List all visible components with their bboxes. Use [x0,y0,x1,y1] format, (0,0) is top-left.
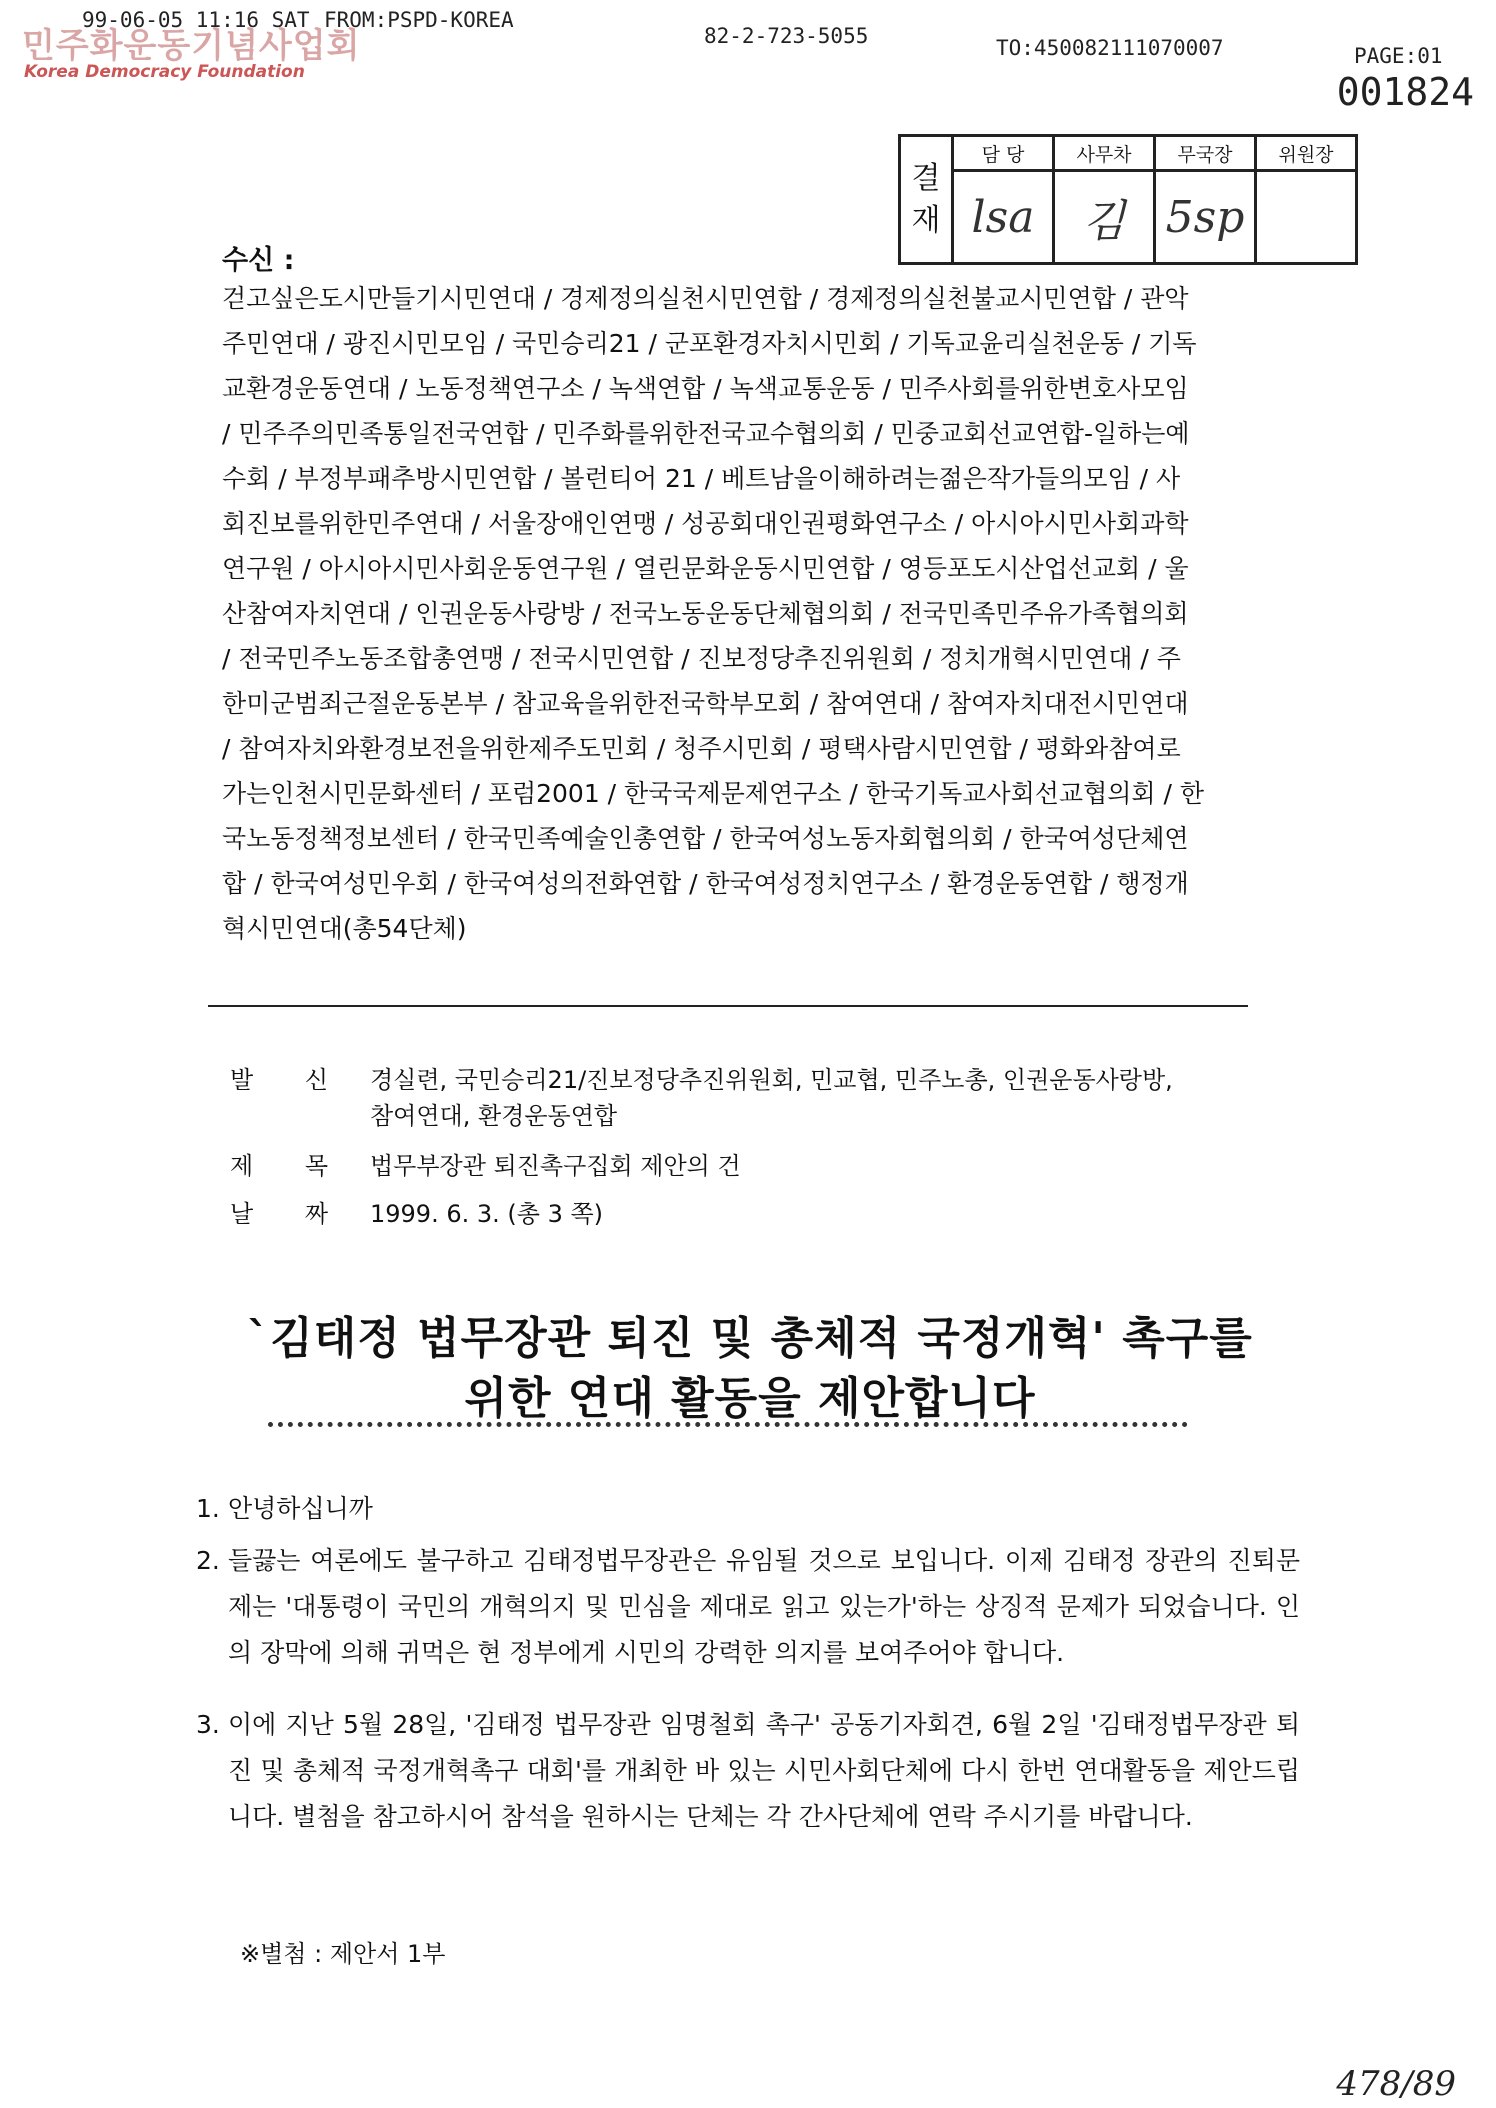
fax-to: TO:450082111070007 [996,36,1224,60]
approval-signature: 5sp [1155,171,1256,264]
subject-label: 제 목 [230,1152,350,1180]
fax-from: FROM:PSPD-KOREA [324,8,514,32]
fax-page: PAGE:01 [1354,44,1443,68]
date-value: 1999. 6. 3. (총 3 쪽) [370,1200,604,1228]
approval-header: 무국장 [1155,136,1256,171]
approval-side-label: 결 재 [900,136,953,264]
attachment-note: ※별첨 : 제안서 1부 [240,1940,446,1968]
recipients-list: 걷고싶은도시만들기시민연대 / 경제정의실천시민연합 / 경제정의실천불교시민연합 / 관악 주민연대 / 광진시민모임 / 국민승리21 / 군포환경자치시민회 / 기독교윤리실천운동 / 기독 교환경운동연대 / 노동정책연구소 / 녹색연합 / 녹색교통운동 / 민주사회를위한변호사모임 / 민주주의민족통일전국연합 / 민주화를위한전국교수협의회 / 민중교회선교연합-일하는예 수회 / 부정부패추방시민연합 / 볼런티어 21 / 베트남을이해하려는젊은작가들의모임 / 사 회진보를위한민주연대 / 서울장애인연맹 / 성공회대인권평화연구소 / 아시아시민사회과학 연구원 / 아시아시민사회운동연구원 / 열린문화운동시민연합 / 영등포도시산업선교회 / 울 산참여자치연대 / 인권운동사랑방 / 전국노동운동단체협의회 / 전국민족민주유가족협의회 / 전국민주노동조합총연맹 / 전국시민연합 / 진보정당추진위원회 / 정치개혁시민연대 / 주 한미군범죄근절운동본부 / 참교육을위한전국학부모회 / 참여연대 / 참여자치대전시민연대 / 참여자치와환경보전을위한제주도민회 / 청주시민회 / 평택사람시민연합 / 평화와참여로 가는인천시민문화센터 / 포럼2001 / 한국국제문제연구소 / 한국기독교사회선교협의회 / 한 국노동정책정보센터 / 한국민족예술인총연합 / 한국여성노동자회협의회 / 한국여성단체연 합 / 한국여성민우회 / 한국여성의전화연합 / 한국여성정치연구소 / 환경운동연합 / 행정개 혁시민연대(총54단체) [222,284,1204,943]
document-number: 001824 [1336,70,1474,114]
sender-value: 경실련, 국민승리21/진보정당추진위원회, 민교협, 민주노총, 인권운동사랑방, [370,1066,1173,1094]
sender-value-line2: 참여연대, 환경운동연합 [370,1102,618,1130]
date-row [230,1196,603,1232]
watermark-english: Korea Democracy Foundation [24,62,305,82]
item-number: 3. [196,1710,220,1739]
sender-row [230,1062,1173,1098]
approval-box [898,134,1358,265]
item-text: 안녕하십니까 [228,1494,373,1523]
fax-datetime: 99-06-05 11:16 SAT [82,8,310,32]
recipients-label: 수신 : [222,245,295,276]
fax-phone: 82-2-723-5055 [704,24,869,48]
item-text: 들끓는 여론에도 불구하고 김태정법무장관은 유임될 것으로 보입니다. 이제 김태정 장관의 진퇴문제는 '대통령이 국민의 개혁의지 및 민심을 제대로 읽고 있는가'하는 상징적 문제가 되었습니다. 인의 장막에 의해 귀먹은 현 정부에게 시민의 강력한 의지를 보여주어야 합니다. [228,1546,1300,1667]
item-number: 2. [196,1546,220,1575]
watermark-korean: 민주화운동기념사업회 [22,26,361,66]
item-number: 1. [196,1494,220,1523]
subject-row [230,1148,741,1184]
approval-header: 사무차 [1054,136,1155,171]
item-text: 이에 지난 5월 28일, '김태정 법무장관 임명철회 촉구' 공동기자회견, 6월 2일 '김태정법무장관 퇴진 및 총체적 국정개혁촉구 대회'를 개최한 바 있는 시민사회단체에 다시 한번 연대활동을 제안드립니다. 별첨을 참고하시어 참석을 원하시는 단체는 각 간사단체에 연락 주시기를 바랍니다. [228,1710,1300,1831]
document-title-line2: 위한 연대 활동을 제안합니다 [464,1373,1036,1424]
approval-signature: 김 [1054,171,1155,264]
divider [208,1005,1248,1007]
subject-value: 법무부장관 퇴진촉구집회 제안의 건 [370,1152,741,1180]
body-item [196,1538,1306,1722]
body-item [196,1702,1306,1886]
approval-header: 담 당 [953,136,1054,171]
handwritten-page-number: 478/89 [1336,2064,1456,2104]
body-item [196,1486,1306,1532]
sender-label: 발 신 [230,1066,350,1094]
document-title-line1: `김태정 법무장관 퇴진 및 총체적 국정개혁' 촉구를 [247,1313,1253,1364]
date-label: 날 짜 [230,1200,350,1228]
title-dotted-rule [268,1422,1188,1427]
approval-signature [1256,171,1357,264]
approval-signature: lsa [953,171,1054,264]
approval-header: 위원장 [1256,136,1357,171]
